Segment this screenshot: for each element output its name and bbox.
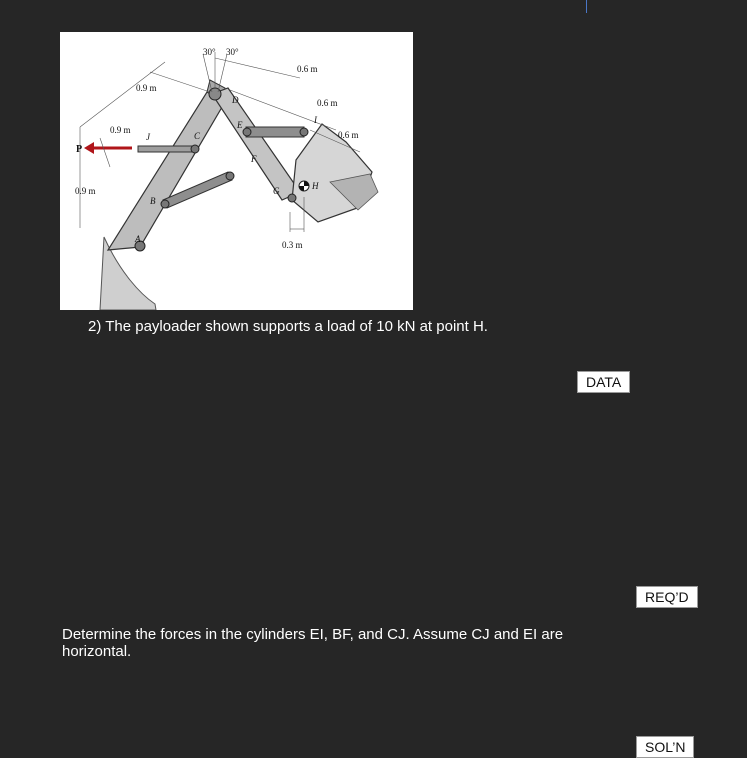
dim-label-06-mid: 0.6 m bbox=[317, 98, 338, 108]
dim-label-09-bottom: 0.9 m bbox=[75, 186, 96, 196]
point-label-a: A bbox=[135, 234, 141, 244]
dim-label-03: 0.3 m bbox=[282, 240, 303, 250]
reqd-section-label: REQ’D bbox=[636, 586, 698, 608]
point-label-b: B bbox=[150, 196, 156, 206]
point-label-j: J bbox=[146, 132, 150, 142]
dim-label-09-top: 0.9 m bbox=[136, 83, 157, 93]
point-label-c: C bbox=[194, 131, 201, 141]
dim-label-06-top: 0.6 m bbox=[297, 64, 318, 74]
load-p-arrowhead bbox=[84, 142, 94, 154]
top-divider bbox=[586, 0, 587, 13]
pin-b bbox=[161, 200, 169, 208]
data-section-label: DATA bbox=[577, 371, 630, 393]
angle-label-right: 30° bbox=[226, 47, 239, 57]
pin-e bbox=[243, 128, 251, 136]
required-statement: Determine the forces in the cylinders EI, BF, and CJ. Assume CJ and EI are horizontal. bbox=[62, 626, 564, 660]
cylinder-ei bbox=[246, 127, 304, 137]
point-label-d: D bbox=[232, 95, 239, 105]
problem-statement: 2) The payloader shown supports a load of 10 kN at point H. bbox=[88, 318, 488, 335]
payloader-figure bbox=[60, 32, 413, 310]
point-label-g: G bbox=[273, 186, 280, 196]
soln-section-label: SOL’N bbox=[636, 736, 694, 758]
point-label-h: H bbox=[312, 181, 319, 191]
pin-c bbox=[191, 145, 199, 153]
boom-arm bbox=[108, 92, 225, 250]
cylinder-cj bbox=[138, 146, 196, 152]
pin-i bbox=[300, 128, 308, 136]
angle-label-left: 30° bbox=[203, 47, 216, 57]
dim-label-06-right: 0.6 m bbox=[338, 130, 359, 140]
payloader-diagram bbox=[60, 32, 413, 310]
point-label-f: F bbox=[251, 154, 257, 164]
pin-f bbox=[226, 172, 234, 180]
point-label-e: E bbox=[237, 120, 243, 130]
pin-d bbox=[209, 88, 221, 100]
point-label-i: I bbox=[314, 115, 317, 125]
dim-label-09-mid: 0.9 m bbox=[110, 125, 131, 135]
load-label-p: P bbox=[76, 144, 83, 155]
pin-g bbox=[288, 194, 296, 202]
